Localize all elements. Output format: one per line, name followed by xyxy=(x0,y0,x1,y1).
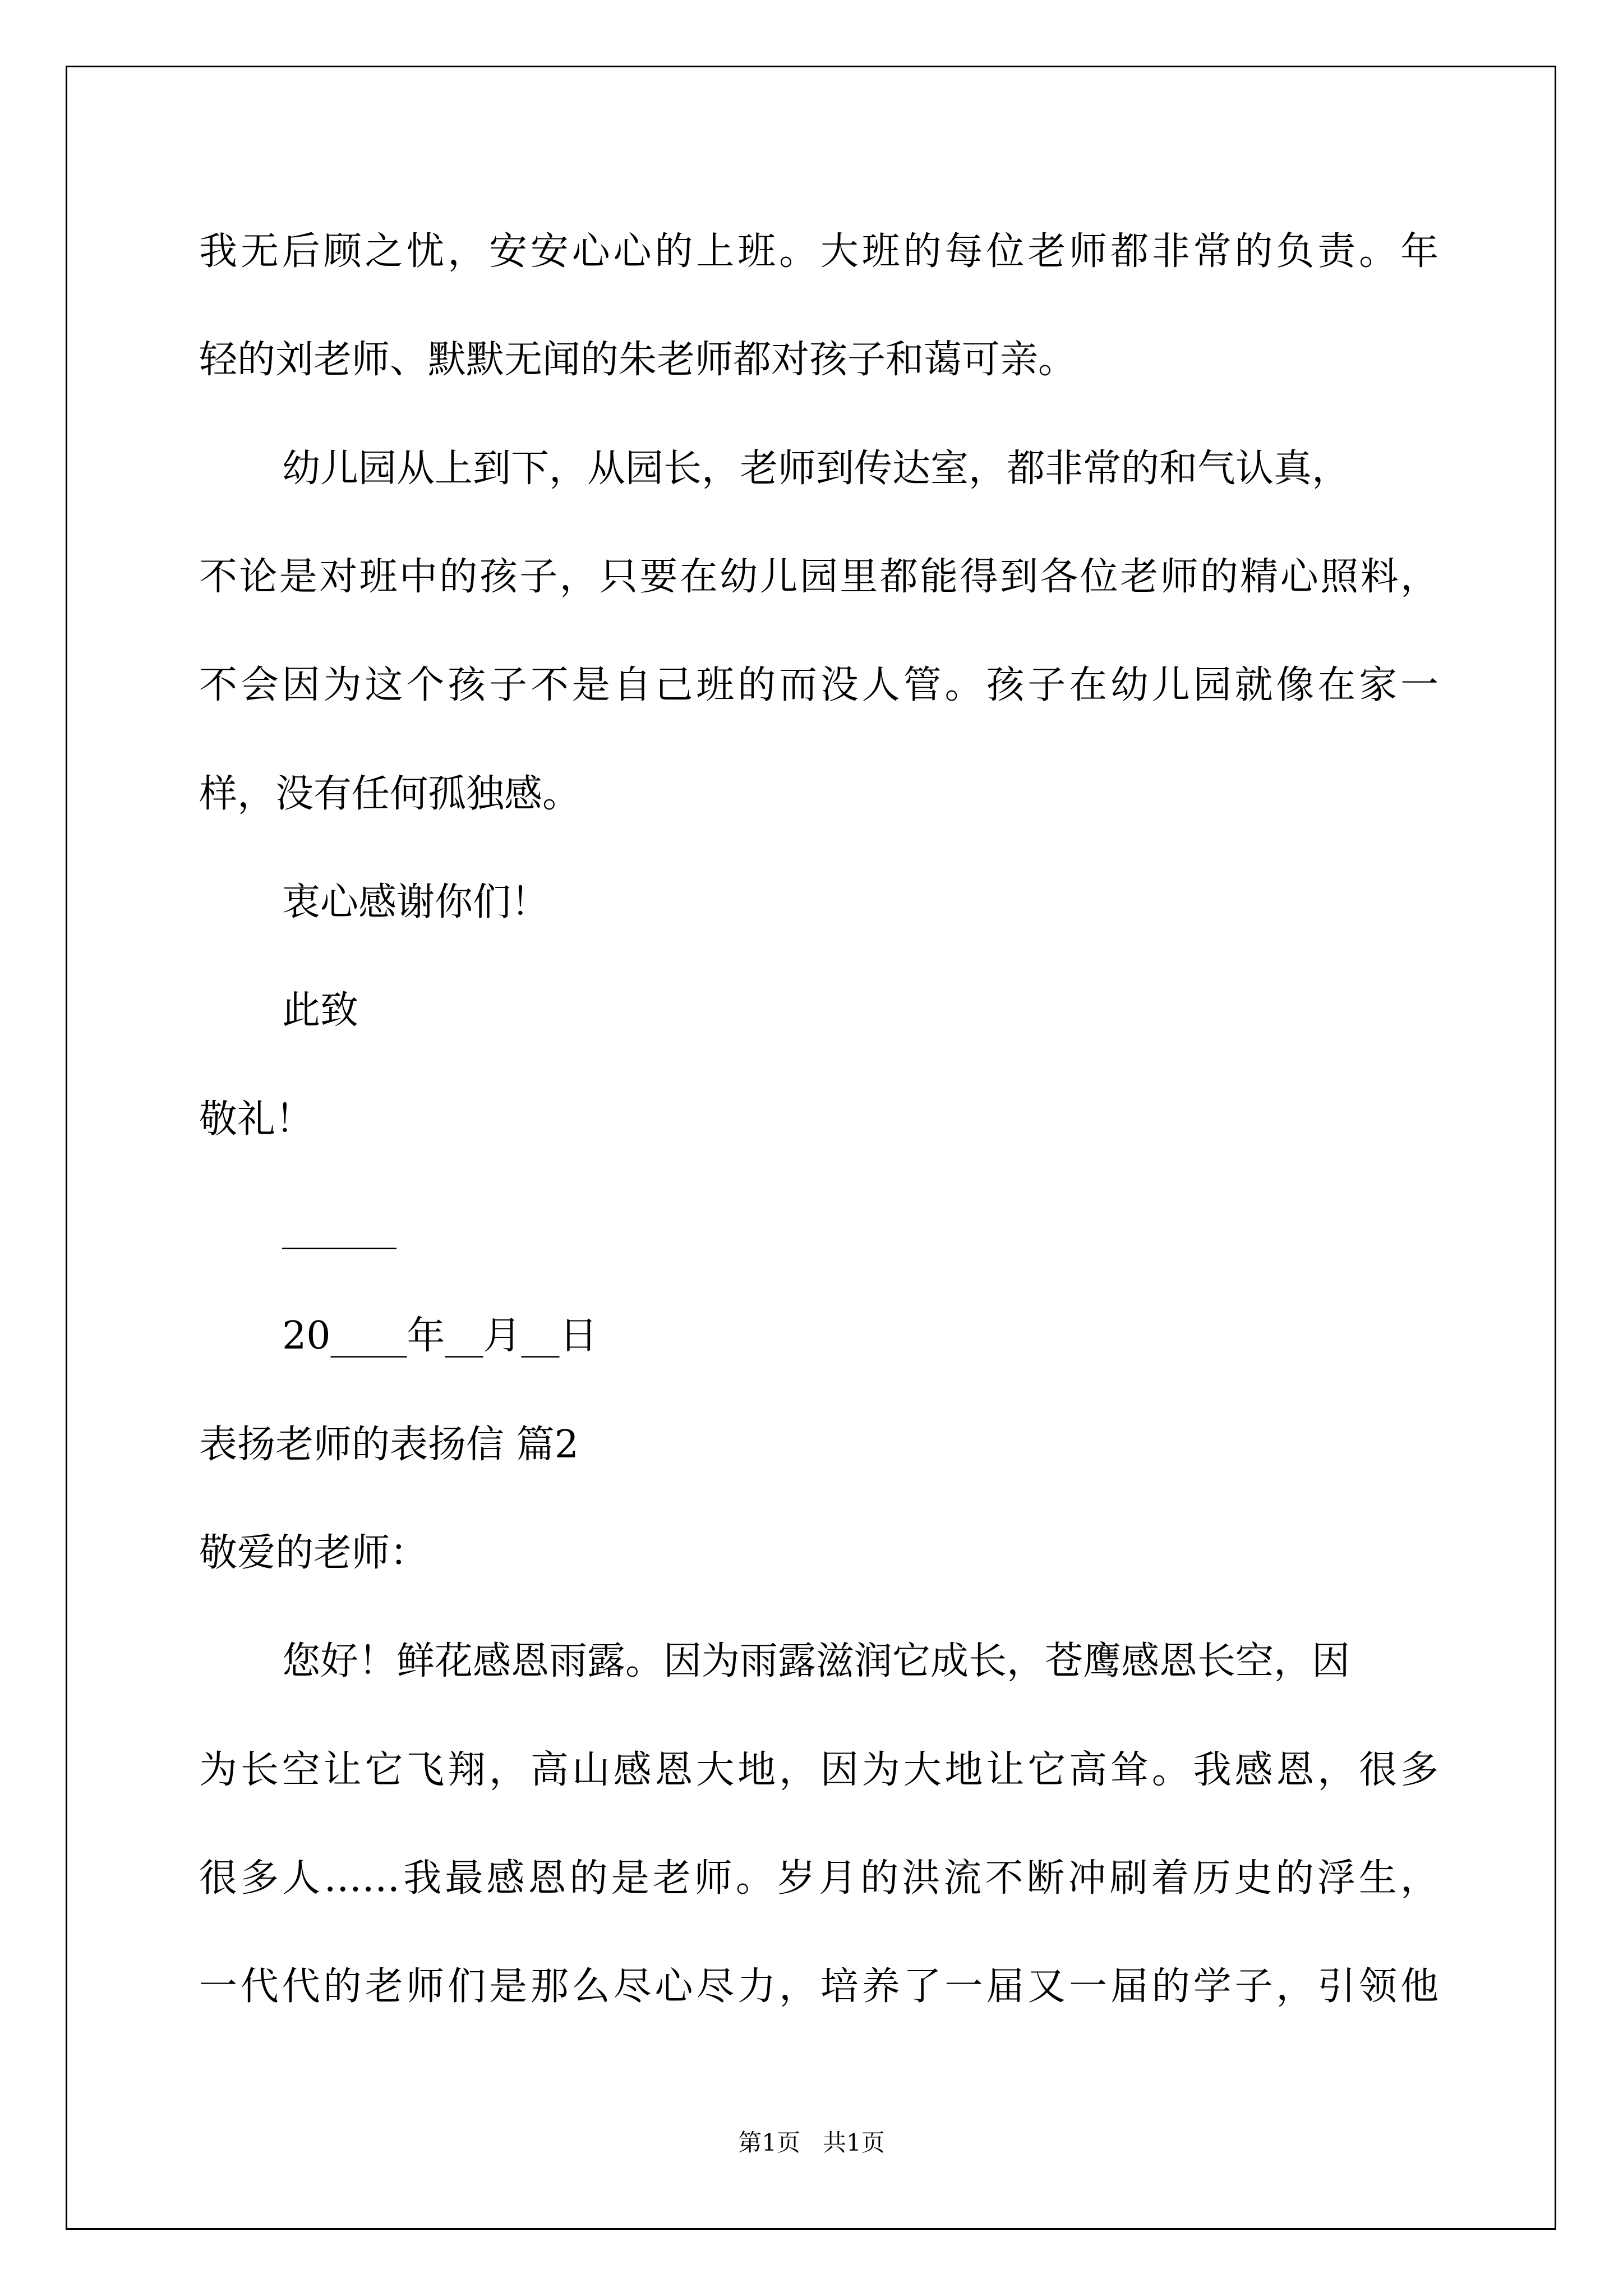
page-footer: 第1页 共1页 xyxy=(738,2129,885,2156)
page-border xyxy=(66,66,1556,2230)
body-text-line: 一代代的老师们是那么尽心尽力，培养了一届又一届的学子，引领他 xyxy=(199,1964,1438,2009)
signature-blank: ______ xyxy=(282,1205,396,1250)
section-heading: 表扬老师的表扬信 篇2 xyxy=(199,1423,579,1467)
body-text-line: 不论是对班中的孩子，只要在幼儿园里都能得到各位老师的精心照料， xyxy=(199,555,1438,599)
closing-salutation: 此致 xyxy=(282,988,359,1033)
body-text-line: 幼儿园从上到下，从园长，老师到传达室，都非常的和气认真， xyxy=(282,447,1350,491)
body-text-line: 为长空让它飞翔，高山感恩大地，因为大地让它高耸。我感恩，很多 xyxy=(199,1748,1438,1792)
date-line: 20____年__月__日 xyxy=(282,1314,598,1358)
body-text-line: 您好！鲜花感恩雨露。因为雨露滋润它成长，苍鹰感恩长空，因 xyxy=(282,1639,1350,1683)
body-text-line: 轻的刘老师、默默无闻的朱老师都对孩子和蔼可亲。 xyxy=(199,338,1077,382)
closing-regards: 敬礼！ xyxy=(199,1097,314,1142)
body-text-line: 样，没有任何孤独感。 xyxy=(199,772,581,816)
closing-thanks: 衷心感谢你们！ xyxy=(282,880,550,924)
body-text-line: 不会因为这个孩子不是自己班的而没人管。孩子在幼儿园就像在家一 xyxy=(199,663,1438,707)
body-text-line: 很多人……我最感恩的是老师。岁月的洪流不断冲刷着历史的浮生， xyxy=(199,1856,1438,1901)
letter-greeting: 敬爱的老师： xyxy=(199,1531,428,1575)
body-text-line: 我无后顾之忧，安安心心的上班。大班的每位老师都非常的负责。年 xyxy=(199,229,1438,274)
